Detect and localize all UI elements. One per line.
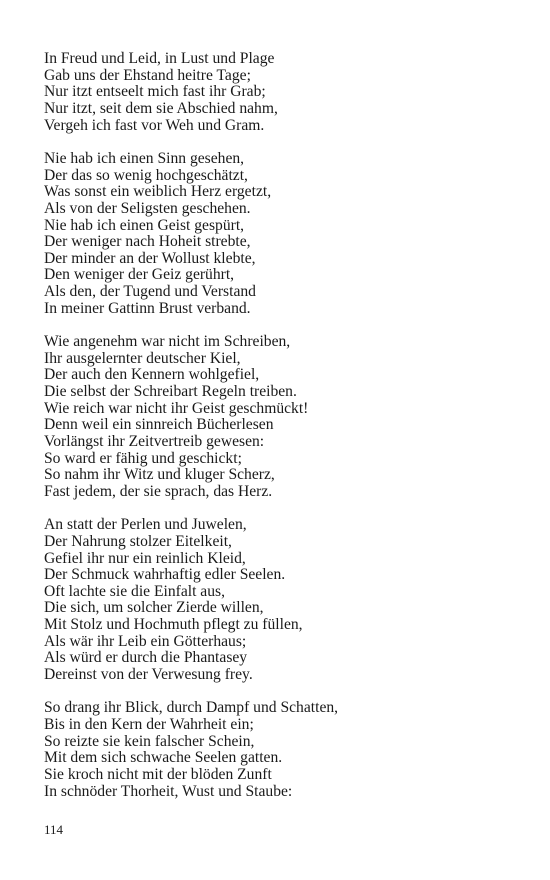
verse-line: Die sich, um solcher Zierde willen, xyxy=(44,599,264,617)
verse-line: Gab uns der Ehstand heitre Tage; xyxy=(44,66,251,84)
verse-line: Nur itzt, seit dem sie Abschied nahm, xyxy=(44,99,278,117)
verse-line: Der auch den Kennern wohlgefiel, xyxy=(44,366,260,384)
stanza-5 xyxy=(44,700,514,800)
verse-line: So ward er fähig und geschickt; xyxy=(44,449,242,467)
verse-line: An statt der Perlen und Juwelen, xyxy=(44,516,247,534)
stanza-3 xyxy=(44,334,514,501)
verse-line: Bis in den Kern der Wahrheit ein; xyxy=(44,716,254,733)
poem-text xyxy=(44,51,514,817)
stanza-2 xyxy=(44,151,514,318)
verse-line: So reizte sie kein falscher Schein, xyxy=(44,732,255,750)
verse-line: So nahm ihr Witz und kluger Scherz, xyxy=(44,466,275,484)
page-number: 114 xyxy=(44,822,64,837)
verse-line: Den weniger der Geiz gerührt, xyxy=(44,266,235,284)
verse-line: Nur itzt entseelt mich fast ihr Grab; xyxy=(44,83,266,101)
verse-line: Sie kroch nicht mit der blöden Zunft xyxy=(44,765,272,783)
verse-line: Denn weil ein sinnreich Bücherlesen xyxy=(44,416,274,434)
verse-line: Gefiel ihr nur ein reinlich Kleid, xyxy=(44,549,246,567)
verse-line: Der das so wenig hochgeschätzt, xyxy=(44,166,248,184)
verse-line: So drang ihr Blick, durch Dampf und Schatten, xyxy=(44,699,339,717)
verse-line: Mit Stolz und Hochmuth pflegt zu füllen, xyxy=(44,616,303,634)
verse-line: Oft lachte sie die Einfalt aus, xyxy=(44,582,225,600)
stanza-4 xyxy=(44,517,514,684)
verse-line: Mit dem sich schwache Seelen gatten. xyxy=(44,749,283,767)
verse-line: Wie reich war nicht ihr Geist geschmückt! xyxy=(44,399,309,417)
verse-line: Als von der Seligsten geschehen. xyxy=(44,199,251,217)
verse-line: Als den, der Tugend und Verstand xyxy=(44,283,256,301)
verse-line: In meiner Gattinn Brust verband. xyxy=(44,299,251,317)
verse-line: Der weniger nach Hoheit strebte, xyxy=(44,233,251,251)
verse-line: Nie hab ich einen Sinn gesehen, xyxy=(44,149,245,167)
verse-line: Vergeh ich fast vor Weh und Gram. xyxy=(44,116,265,134)
verse-line: Der Schmuck wahrhaftig edler Seelen. xyxy=(44,566,286,584)
verse-line: Ihr ausgelernter deutscher Kiel, xyxy=(44,349,241,367)
verse-line: Als würd er durch die Phantasey xyxy=(44,649,248,667)
verse-line: Der Nahrung stolzer Eitelkeit, xyxy=(44,532,232,550)
verse-line: Dereinst von der Verwesung frey. xyxy=(44,666,253,684)
verse-line: Nie hab ich einen Geist gespürt, xyxy=(44,216,245,234)
verse-line: Was sonst ein weiblich Herz ergetzt, xyxy=(44,183,272,201)
verse-line: Die selbst der Schreibart Regeln treiben. xyxy=(44,383,297,400)
verse-line: Fast jedem, der sie sprach, das Herz. xyxy=(44,482,273,500)
verse-line: Vorlängst ihr Zeitvertreib gewesen: xyxy=(44,432,265,450)
verse-line: In schnöder Thorheit, Wust und Staube: xyxy=(44,782,293,800)
verse-line: In Freud und Leid, in Lust und Plage xyxy=(44,50,275,67)
verse-line: Wie angenehm war nicht im Schreiben, xyxy=(44,333,291,351)
verse-line: Als wär ihr Leib ein Götterhaus; xyxy=(44,632,247,650)
verse-line: Der minder an der Wollust klebte, xyxy=(44,249,256,267)
stanza-1 xyxy=(44,51,514,134)
